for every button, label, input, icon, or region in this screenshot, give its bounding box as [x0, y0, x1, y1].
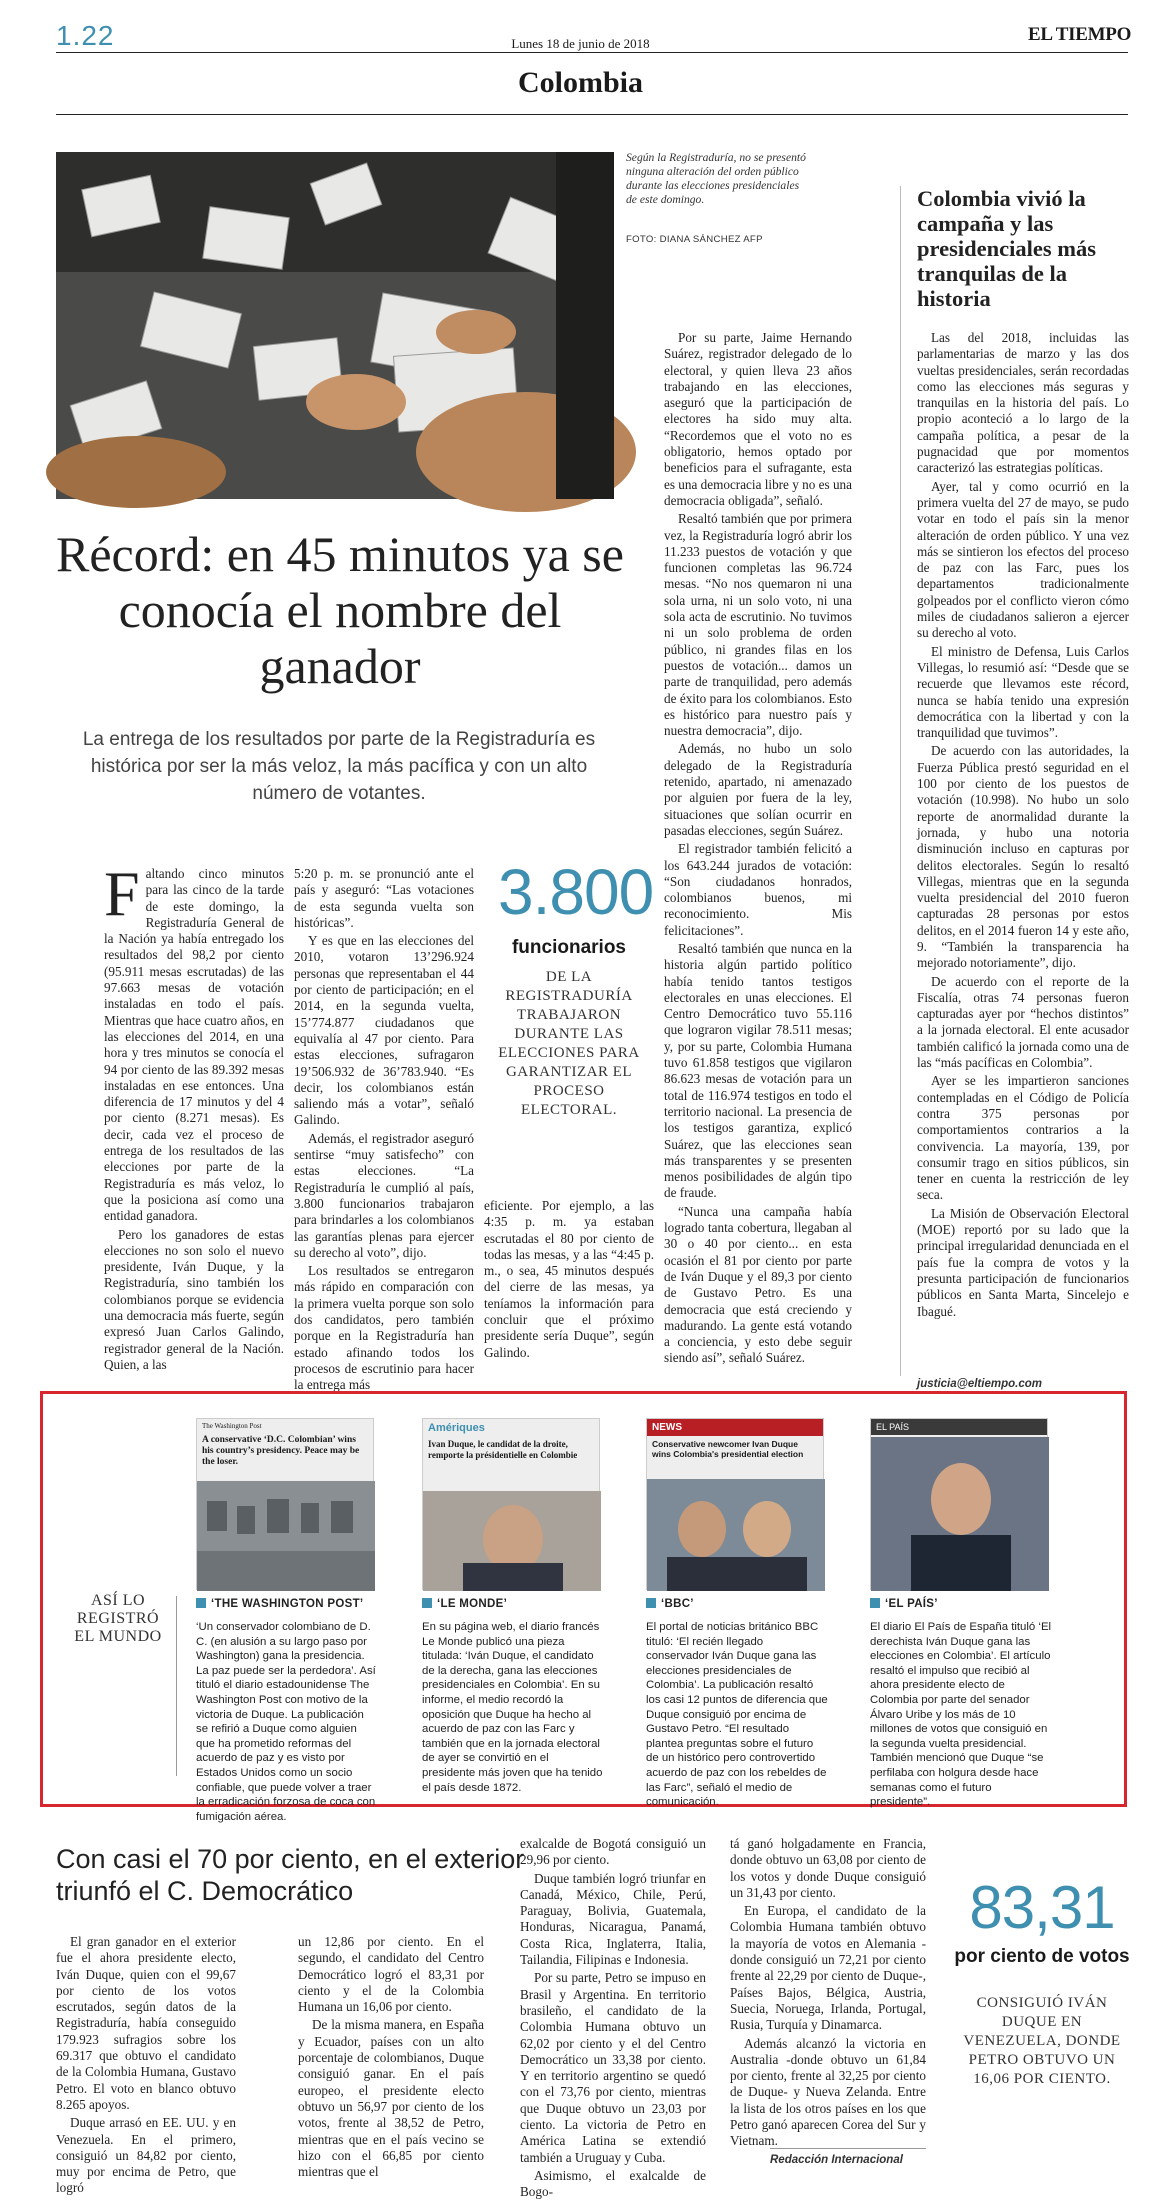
thumbnail-el-pais — [870, 1418, 1048, 1590]
article-paragraph: Los resultados se entregaron más rápido en comparación con la primera vuelta porque son solo dos candidatos, pero también porque en la Registraduría han estado afinando todos los procesos de escrutinio para hacer la entrega más — [294, 1263, 474, 1393]
header-rule-bottom — [56, 114, 1128, 115]
source-label-el-pais: ‘EL PAÍS’ — [870, 1598, 938, 1610]
square-bullet-icon — [422, 1598, 432, 1608]
section-title: Colombia — [517, 66, 643, 99]
article-paragraph: Duque arrasó en EE. UU. y en Venezuela. En el primero, consiguió un 84,82 por ciento, muy por encima de Petro, que logró — [56, 2115, 236, 2196]
article-paragraph: El registrador también felicitó a los 643.244 jurados de votación: “Son ciudadanos honrados, colombianos buenos, mi reconocimiento. Mis felicitaciones”. — [664, 841, 852, 938]
article-paragraph: Resaltó también que por primera vez, la Registraduría logró abrir los 11.233 puestos de votación y que funcionen completas las 96.724 mesas. “No nos quemaron ni una sola urna, ni un solo voto, ni una sola acta de escrutinio. No tuvimos ni un solo problema de orden público, ni grandes filas en los puestos de votación... damos un parte de tranquilidad, pero además de éxito para los colombianos. Esto es histórico para nuestro país y nuestra democracia”, dijo. — [664, 511, 852, 739]
source-label-bbc: ‘BBC’ — [646, 1598, 694, 1610]
exterior-col-4 — [730, 1836, 926, 2152]
exterior-stat-label: por ciento de votos — [954, 1946, 1130, 1967]
article-paragraph: exalcalde de Bogotá consiguió un 29,96 por ciento. — [520, 1836, 706, 1868]
thumb-photo — [197, 1481, 375, 1591]
article-paragraph: Además alcanzó la victoria en Australia -donde obtuvo un 61,84 por ciento, frente al 32,25 por ciento de Duque- y Nueva Zelanda. Entre la lista de los otros países en los que Petro ganó aparecen Corea del Sur y Vietnam. — [730, 2035, 926, 2149]
page-date: Lunes 18 de junio de 2018 — [511, 36, 650, 51]
sidebar-paragraph: La Misión de Observación Electoral (MOE) reportó por su lado que la principal irregularidad denunciada en el país fue la compra de votos y la presunta participación de funcionarios públicos en Santa Marta, Sincelejo e Ibagué. — [917, 1205, 1129, 1319]
source-body-el-pais: El diario El País de España tituló ‘El derechista Iván Duque gana las elecciones en Colombia’. El artículo resaltó el impulso que recibió al ahora presidente electo de Colombia por parte del senador Álvaro Uribe y los más de 10 millones de votos que consiguió en la segunda vuelta presidencial. También mencionó que Duque “se perfilaba con holgura desde hace semanas como el futuro presidente”. — [870, 1621, 1052, 1809]
article-paragraph: Por su parte, Jaime Hernando Suárez, registrador delegado de lo electoral, y quien lleva 23 años trabajando en las elecciones, aseguró que la participación de electores ha sido muy alta. “Recordemos que el voto no es obligatorio, hemos optado por beneficios para el sufragante, esta es una democracia libre y no es una democracia obligada”, señaló. — [664, 330, 852, 508]
main-headline: Récord: en 45 minutos ya se conocía el nombre del ganador — [56, 526, 624, 694]
sidebar-paragraph: De acuerdo con las autoridades, la Fuerza Pública prestó seguridad en el 100 por ciento de los puestos de votación (10.998). No hubo un solo reporte de anormalidad durante la jornada, y hubo una notoria disminución incluso en capturas por delitos electorales. Según lo resaltó Villegas, mientras que en la segunda vuelta presidencial del 2010 fueron capturadas 28 personas por estos delitos, en el 2014 fueron 14 y este año, 9. “También la transparencia ha mejorado notoriamente”, dijo. — [917, 743, 1129, 971]
thumb-headline: A conservative ‘D.C. Colombian’ wins his country’s presidency. Peace may be the loser. — [202, 1435, 360, 1467]
article-paragraph: El gran ganador en el exterior fue el ahora presidente electo, Iván Duque, quien con el 99,67 por ciento de los votos escrutados, según datos de la Registraduría, había conseguido 179.923 sufragios sobre los 69.317 que obtuvo el candidato de la Colombia Humana, Gustavo Petro. El voto en blanco obtuvo 8.265 apoyos. — [56, 1934, 236, 2112]
article-paragraph: 5:20 p. m. se pronunció ante el país y aseguró: “Las votaciones de esta segunda vuelta son históricas”. — [294, 866, 474, 930]
article-paragraph: En Europa, el candidato de la Colombia Humana también obtuvo la mayoría de votos en Alemania -donde consiguió un 72,21 por ciento frente al 22,29 por ciento de Duque-, Países Bajos, Bélgica, Austria, Suecia, Noruega, Irlanda, Portugal, Rusia, Turquía y Dinamarca. — [730, 1903, 926, 2033]
square-bullet-icon — [646, 1598, 656, 1608]
article-paragraph: De la misma manera, en España y Ecuador, países con un alto porcentaje de colombianos, Duque consiguió ganar. En el país europeo, el presidente electo obtuvo un 56,97 por ciento de los votos, frente al 38,52 de Petro, mientras que en el país vecino se hizo con el 66,85 por ciento mientras que el — [298, 2017, 484, 2180]
signature-rule — [770, 2148, 926, 2149]
thumb-photo — [647, 1479, 825, 1591]
exterior-col-2 — [298, 1934, 484, 2182]
thumb-photo — [871, 1437, 1049, 1591]
square-bullet-icon — [196, 1598, 206, 1608]
main-article-col-3 — [484, 1198, 654, 1363]
exterior-stat-description: CONSIGUIÓ IVÁN DUQUE EN VENEZUELA, DONDE PETRO OBTUVO UN 16,06 POR CIENTO. — [963, 1995, 1121, 2087]
thumbnail-washington-post — [196, 1418, 374, 1590]
article-signature: Redacción Internacional — [770, 2154, 903, 2166]
thumb-photo — [423, 1491, 601, 1591]
world-box-label: ASÍ LO REGISTRÓ EL MUNDO — [74, 1592, 162, 1645]
dropcap: F — [104, 858, 140, 929]
article-paragraph: Además, no hubo un solo delegado de la Registraduría retenido, apartado, ni amenazado por alguien por fuera de la ley, situaciones que solían ocurrir en pasadas elecciones, según Suárez. — [664, 741, 852, 838]
stat-label: funcionarios — [511, 937, 626, 958]
exterior-col-1 — [56, 1934, 236, 2199]
thumb-headline: Ivan Duque, le candidat de la droite, remporte la présidentielle en Colombie — [428, 1439, 578, 1460]
exterior-stat-number: 83,31 — [969, 1874, 1115, 1941]
thumb-masthead: EL PAÍS — [871, 1419, 1047, 1435]
thumb-masthead: The Washington Post — [202, 1422, 262, 1430]
article-paragraph: Duque también logró triunfar en Canadá, México, Chile, Perú, Paraguay, Bolivia, Guatemala, Honduras, Nicaragua, Panamá, Costa Rica, Inglaterra, Italia, Tailandia, Filipinas e Indonesia. — [520, 1870, 706, 1968]
photo-credit: FOTO: DIANA SÁNCHEZ AFP — [626, 234, 763, 245]
source-body-bbc: El portal de noticias británico BBC tituló: ‘El recién llegado conservador Iván Duque gana las elecciones presidenciales de Colombia’. La publicación resaltó los casi 12 puntos de diferencia que Duque consiguió por encima de Gustavo Petro. “El resultado plantea preguntas sobre el futuro de un histórico pero controvertido acuerdo de paz con los rebeldes de las Farc”, señaló el medio de comunicación. — [646, 1621, 828, 1809]
sidebar-paragraph: Ayer se les impartieron sanciones contempladas en el Código de Policía contra 375 personas por comportamientos contrarios a la convivencia. La mayoría, 139, por consumir trago en sitios públicos, sin tener en cuenta la restricción de ley seca. — [917, 1073, 1129, 1203]
newspaper-logo: EL TIEMPO — [1028, 24, 1132, 45]
source-body-washington-post: ‘Un conservador colombiano de D. C. (en alusión a su largo paso por Washington) gana la presidencia. La paz puede ser la perdedora’. Así tituló el diario estadounidense The Washington Post con motivo de la victoria de Duque. La publicación se refirió a Duque como alguien que ha prometido reformas del acuerdo de paz y es visto por Estados Unidos como un socio confiable, que puede volver a traer la erradicación forzosa de coca con fumigación aérea. — [196, 1621, 376, 1823]
article-paragraph: Además, el registrador aseguró sentirse “muy satisfecho” con estas elecciones. “La Registraduría le cumplió al país, 3.800 funcionarios trabajaron para brindarles a los colombianos las garantías plenas para ejercer su derecho al voto”, dijo. — [294, 1130, 474, 1260]
article-paragraph: Resaltó también que nunca en la historia algún partido político había tenido tantos testigos electorales en unas elecciones. El Centro Democrático tuvo 55.116 que lograron vigilar 78.511 mesas; y, por su parte, Colombia Humana tuvo 61.858 testigos que vigilaron 86.623 mesas de votación para un total de 116.974 testigos en todo el territorio nacional. La presencia de los testigos garantiza, explicó Suárez, que las elecciones sean más transparentes y se presenten menos posibilidades de algún tipo de fraude. — [664, 940, 852, 1201]
thumbnail-le-monde — [422, 1418, 600, 1590]
sidebar-paragraph: De acuerdo con el reporte de la Fiscalía, otras 74 personas fueron capturadas ayer por “hechos distintos” a la jornada electoral. El ente acusador también calificó la jornada como una de las “más pacíficas en Colombia”. — [917, 973, 1129, 1071]
article-paragraph: un 12,86 por ciento. En el segundo, el candidato del Centro Democrático logró el 83,31 por ciento y el de la Colombia Humana un 16,06 por ciento. — [298, 1934, 484, 2015]
article-paragraph: Por su parte, Petro se impuso en Brasil y Argentina. En territorio brasileño, el candidato de la Colombia Humana obtuvo un 62,02 por ciento y el del Centro Democrático un 33,38 por ciento. Y en territorio argentino se quedó con el 73,76 por ciento, mientras que Duque obtuvo un 23,03 por ciento. La victoria de Petro en América Latina se extendió también a Uruguay y Cuba. — [520, 1970, 706, 2165]
sidebar-paragraph: Ayer, tal y como ocurrió en la primera vuelta del 27 de mayo, se pudo votar en todo el país sin la menor alteración de orden público. Y una vez más se sintieron los efectos del proceso de paz con las Farc, pues los departamentos tradicionalmente golpeados por el conflicto vieron cómo miles de ciudadanos salieron a ejercer su derecho al voto. — [917, 478, 1129, 641]
election-photo — [56, 152, 614, 499]
page-number: 1.22 — [56, 20, 115, 51]
sidebar-email[interactable]: justicia@eltiempo.com — [917, 1378, 1042, 1390]
article-paragraph: Pero los ganadores de estas elecciones no son solo el nuevo presidente, Iván Duque, y la Registraduría, sino también los colombianos porque se evidencia una democracia más fuerte, según expresó Juan Carlos Galindo, registrador general de la Nación. Quien, a las — [104, 1226, 284, 1372]
stat-number: 3.800 — [498, 856, 654, 928]
article-paragraph: Y es que en las elecciones del 2010, votaron 13’296.924 personas que representaban el 44 por ciento de participación; en el 2014, en la segunda vuelta, 15’774.877 ciudadanos que equivalía al 47 por ciento. Para estas elecciones, sufragaron 19’506.932 de 36’783.940. “Es decir, los colombianos están saliendo más a votar”, señaló Galindo. — [294, 933, 474, 1128]
ballots-photo-illustration — [56, 152, 614, 499]
thumb-headline: Conservative newcomer Ivan Duque wins Colombia's presidential election — [652, 1439, 804, 1459]
article-paragraph: eficiente. Por ejemplo, a las 4:35 p. m. ya estaban escrutadas el 80 por ciento de todas las mesas, y a las “4:45 p. m., o sea, 45 minutos después del cierre de las mesas, ya teníamos la información para concluir que el próximo presidente sería Duque”, según Galindo. — [484, 1198, 654, 1360]
source-label-le-monde: ‘LE MONDE’ — [422, 1598, 507, 1610]
sidebar-title: Colombia vivió la campaña y las presidenciales más tranquilas de la historia — [917, 186, 1096, 311]
header-rule — [56, 52, 1128, 53]
sidebar-paragraph: El ministro de Defensa, Luis Carlos Villegas, lo resumió así: “Desde que se recuerde que llevamos este récord, nunca se había tenido una expresión democrática con la libertad y con la tranquilidad que tuvimos”. — [917, 643, 1129, 741]
exterior-headline: Con casi el 70 por ciento, en el exterior triunfó el C. Democrático — [56, 1844, 525, 1906]
article-paragraph: Faltando cinco minutos para las cinco de la tarde de este domingo, la Registraduría General de la Nación ya había entregado los resultados del 98,2 por ciento (95.911 mesas escrutadas) de las 97.663 mesas de votación instaladas en todo el país. Mientras que hace cuatro años, en las elecciones del 2014, en una hora y tres minutos se conocía el 94 por ciento de las 89.392 mesas instaladas en ese entonces. Una diferencia de 17 minutos y del 4 por ciento (8.271 mesas). Es decir, cada vez el proceso de entrega de los resultados de las elecciones por parte de la Registraduría es más veloz, lo que la posiciona así como una entidad ganadora. — [104, 858, 284, 1224]
sidebar-paragraph: Las del 2018, incluidas las parlamentarias de marzo y las dos vueltas presidenciales, serán recordadas como las elecciones más seguras y tranquilas en la historia del país. Lo propio aconteció a lo largo de la campaña política, a pesar de la pugnacidad que por momentos caracterizó las estrategias políticas. — [917, 330, 1129, 476]
article-paragraph: Asimismo, el exalcalde de Bogo- — [520, 2167, 706, 2200]
exterior-col-3 — [520, 1836, 706, 2203]
main-article-col-4 — [664, 330, 852, 1369]
main-article-col-2 — [294, 866, 474, 1396]
stat-description: DE LA REGISTRADURÍA TRABAJARON DURANTE LAS ELECCIONES PARA GARANTIZAR EL PROCESO ELECTORAL. — [498, 969, 640, 1118]
column-divider — [900, 186, 901, 1376]
thumb-masthead: NEWS — [647, 1419, 823, 1436]
sidebar-body — [917, 330, 1129, 1322]
main-deck: La entrega de los resultados por parte de la Registraduría es histórica por ser la más veloz, la más pacífica y con un alto número de votantes. — [82, 729, 596, 804]
source-label-washington-post: ‘THE WASHINGTON POST’ — [196, 1598, 363, 1610]
article-paragraph: “Nunca una campaña había logrado tanta cobertura, llegaban al 30 o 40 por ciento... en esta ocasión el 81 por ciento por parte de Iván Duque y el 89,3 por ciento de Gustavo Petro. Es una democracia que está creciendo y madurando. La gente está votando a conciencia, y esto debe seguir siendo así”, señaló Suárez. — [664, 1203, 852, 1366]
article-paragraph: tá ganó holgadamente en Francia, donde obtuvo un 63,08 por ciento de los votos y donde Duque consiguió un 31,43 por ciento. — [730, 1836, 926, 1900]
source-body-le-monde: En su página web, el diario francés Le Monde publicó una pieza titulada: ‘Iván Duque, el candidato de la derecha, gana las elecciones presidenciales en Colombia’. En su informe, el medio recordó la oposición que Duque ha hecho al acuerdo de paz con las Farc y también que en la jornada electoral de ayer se convirtió en el presidente más joven que ha tenido el país desde 1872. — [422, 1621, 603, 1794]
photo-caption: Según la Registraduría, no se presentó ninguna alteración del orden público durante las elecciones presidenciales de este domingo. — [626, 151, 806, 206]
main-article-col-1 — [104, 858, 284, 1375]
thumbnail-bbc — [646, 1418, 824, 1590]
square-bullet-icon — [870, 1598, 880, 1608]
box-label-divider — [176, 1596, 177, 1776]
thumb-masthead: Amériques — [428, 1422, 485, 1434]
